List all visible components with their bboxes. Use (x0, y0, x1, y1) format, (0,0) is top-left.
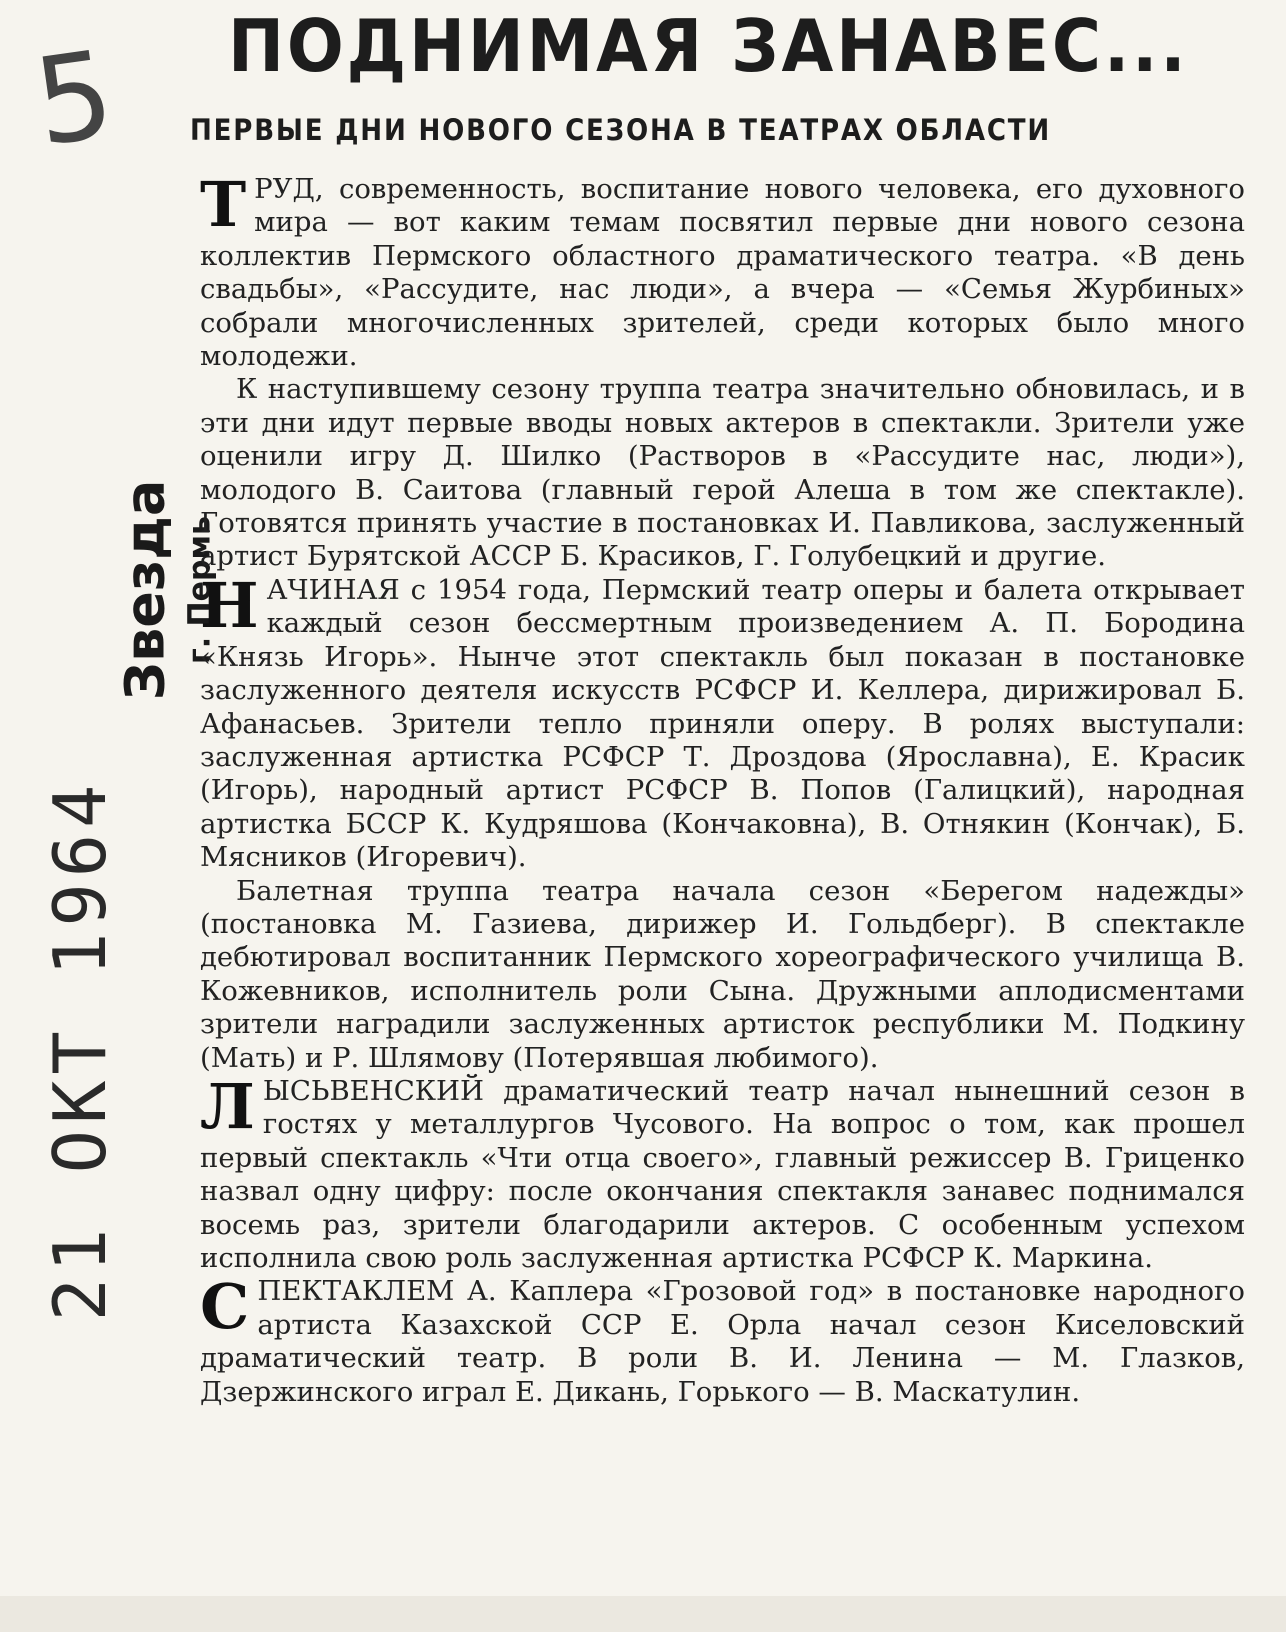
article-body (200, 168, 1245, 1409)
date-stamp-text: 21 ОКТ 1964 (38, 778, 122, 1322)
paragraph-drama-theatre: ТРУД, современность, воспитание нового человека, его духовного мира — вот каким темам посвятил первые дни нового сезона коллектив Пермского областного драматического театра. «В день свадьбы», «Рассудите, нас люди», а вчера — «Семья Журбиных» собрали многочисленных зрителей, среди которых было много молодежи. (200, 168, 1245, 373)
article-headline: ПОДНИМАЯ ЗАНАВЕС... (228, 4, 1189, 88)
paragraph-troupe-renewal: К наступившему сезону труппа театра значительно обновилась, и в эти дни идут первые вводы новых актеров в спектакли. Зрители уже оценили игру Д. Шилко (Растворов в «Рассудите нас, люди»), молодого В. Саитова (главный герой Алеша в том же спектакле). Готовятся принять участие в постановках И. Павликова, заслуженный артист Бурятской АССР Б. Красиков, Г. Голубецкий и другие. (200, 373, 1245, 573)
page-bottom-edge (0, 1596, 1286, 1632)
article-subheadline: ПЕРВЫЕ ДНИ НОВОГО СЕЗОНА В ТЕАТРАХ ОБЛАСТИ (190, 113, 1052, 147)
handwritten-page-number: 5 (26, 25, 122, 174)
newspaper-city: г. Пермь (182, 516, 218, 664)
paragraph-ballet: Балетная труппа театра начала сезон «Берегом надежды» (постановка М. Газиева, дирижер И. Гольдберг). В спектакле дебютировал воспитанник Пермского хореографического училища В. Кожевников, исполнитель роли Сына. Дружными аплодисментами зрители наградили заслуженных артисток республики М. Подкину (Мать) и Р. Шлямову (Потерявшая любимого). (200, 874, 1245, 1074)
paragraph-opera-theatre: НАЧИНАЯ с 1954 года, Пермский театр оперы и балета открывает каждый сезон бессмертным произведением А. П. Бородина «Князь Игорь». Нынче этот спектакль был показан в постановке заслуженного деятеля искусств РСФСР И. Келлера, дирижировал Б. Афанасьев. Зрители тепло приняли оперу. В ролях выступали: заслуженная артистка РСФСР Т. Дроздова (Ярославна), Е. Красик (Игорь), народный артист РСФСР В. Попов (Галицкий), народная артистка БССР К. Кудряшова (Кончаковна), В. Отнякин (Кончак), Б. Мясников (Игоревич). (200, 568, 1245, 874)
newspaper-name: Звезда (113, 479, 177, 701)
paragraph-lysva-theatre: ЛЫСЬВЕНСКИЙ драматический театр начал нынешний сезон в гостях у металлургов Чусового. На вопрос о том, как прошел первый спектакль «Чти отца своего», главный режиссер В. Гриценко назвал одну цифру: после окончания спектакля занавес поднимался восемь раз, зрители благодарили актеров. С особенным успехом исполнила свою роль заслуженная артистка РСФСР К. Маркина. (200, 1069, 1245, 1274)
paragraph-kizel-theatre: СПЕКТАКЛЕМ А. Каплера «Грозовой год» в постановке народного артиста Казахской ССР Е. Орла начал сезон Киселовский драматический театр. В роли В. И. Ленина — М. Глазков, Дзержинского играл Е. Дикань, Горького — В. Маскатулин. (200, 1270, 1245, 1408)
